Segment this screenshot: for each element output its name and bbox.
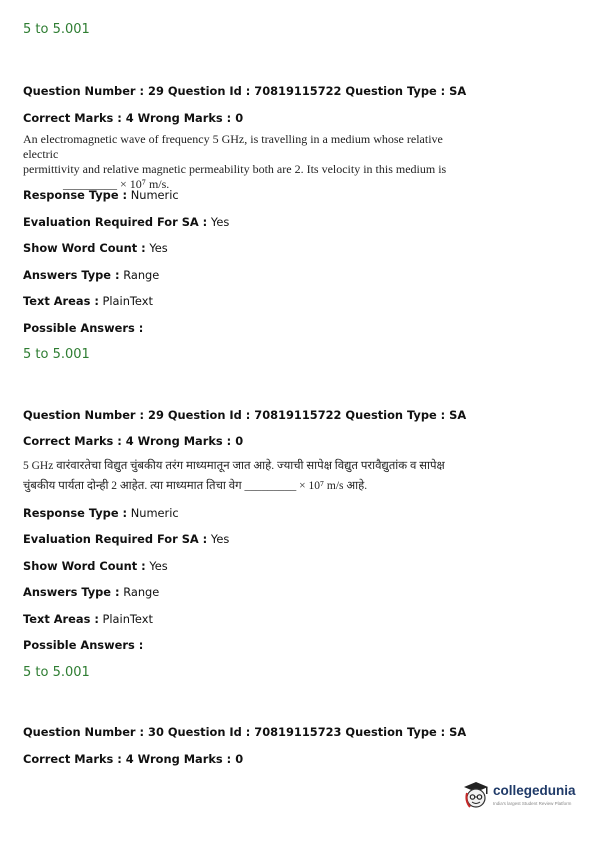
question-header: Question Number : 29 Question Id : 70819115722 Question Type : SA (23, 84, 467, 98)
possible-answers-label: Possible Answers : (23, 638, 144, 652)
question-line: permittivity and relative magnetic permeability both are 2. Its velocity in this medium is (23, 162, 447, 176)
question-text (23, 132, 463, 192)
collegedunia-logo (462, 777, 577, 817)
evaluation-required: Evaluation Required For SA : Yes (23, 215, 230, 229)
logo-name: collegedunia (493, 783, 576, 798)
question-header: Question Number : 29 Question Id : 70819115722 Question Type : SA (23, 408, 467, 422)
top-answer: 5 to 5.001 (23, 22, 90, 37)
marks-line: Correct Marks : 4 Wrong Marks : 0 (23, 111, 244, 125)
question-line: _________ × 10⁷ m/s. (63, 177, 170, 191)
answers-type: Answers Type : Range (23, 268, 160, 282)
show-word-count: Show Word Count : Yes (23, 559, 168, 573)
text-areas: Text Areas : PlainText (23, 294, 153, 308)
logo-tagline: India's largest Student Review Platform (493, 801, 572, 806)
possible-answer: 5 to 5.001 (23, 665, 90, 680)
text-areas: Text Areas : PlainText (23, 612, 153, 626)
question-line: An electromagnetic wave of frequency 5 GHz, is travelling in a medium whose relative electric (23, 132, 443, 161)
question-header: Question Number : 30 Question Id : 70819115723 Question Type : SA (23, 725, 467, 739)
question-text-marathi (23, 456, 483, 496)
graduate-face-icon (462, 781, 490, 811)
possible-answer: 5 to 5.001 (23, 347, 90, 362)
evaluation-required: Evaluation Required For SA : Yes (23, 532, 230, 546)
show-word-count: Show Word Count : Yes (23, 241, 168, 255)
response-type: Response Type : Numeric (23, 506, 179, 520)
question-line: 5 GHz वारंवारतेचा विद्युत चुंबकीय तरंग माध्यमातून जात आहे. ज्याची सापेक्ष विद्युत परावैद्युतांक व सापेक्ष (23, 460, 445, 472)
possible-answers-label: Possible Answers : (23, 321, 144, 335)
marks-line: Correct Marks : 4 Wrong Marks : 0 (23, 752, 244, 766)
answers-type: Answers Type : Range (23, 585, 160, 599)
marks-line: Correct Marks : 4 Wrong Marks : 0 (23, 434, 244, 448)
question-line: चुंबकीय पार्यता दोन्ही 2 आहेत. त्या माध्यमात तिचा वेग _________ × 10⁷ m/s आहे. (23, 480, 368, 492)
response-type: Response Type : Numeric (23, 188, 179, 202)
